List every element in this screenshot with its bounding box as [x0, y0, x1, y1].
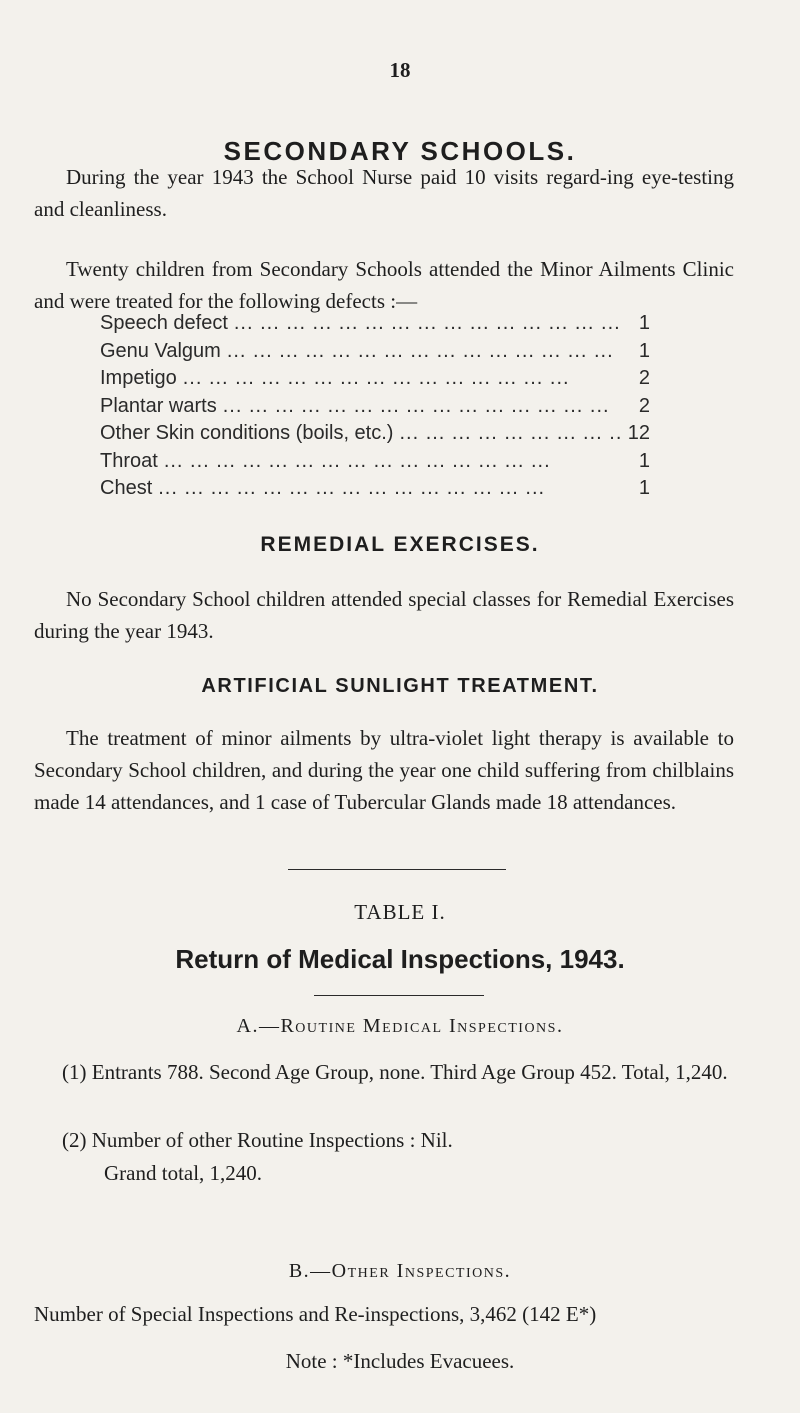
secondary-schools-heading: SECONDARY SCHOOLS. — [223, 136, 577, 166]
defect-name: Speech defect — [100, 312, 228, 335]
defect-count: 1 — [638, 477, 650, 500]
leader-dots — [217, 395, 620, 418]
divider-rule — [288, 869, 506, 870]
section-a-heading: A.—Routine Medical Inspections. — [236, 1015, 564, 1037]
defect-name: Impetigo — [100, 367, 177, 390]
grand-total-line: Grand total, 1,240. — [104, 1161, 263, 1185]
special-inspections-line: Number of Special Inspections and Re-inspections, 3,462 (142 E*) — [34, 1302, 597, 1326]
defect-row — [100, 393, 650, 421]
defect-count: 1 — [638, 312, 650, 335]
defect-name: Plantar warts — [100, 394, 217, 417]
divider-rule — [314, 995, 484, 996]
leader-dots — [152, 477, 620, 500]
defect-count: 2 — [638, 367, 650, 390]
defect-row — [100, 420, 650, 448]
leader-dots — [177, 367, 620, 390]
defect-name: Throat — [100, 449, 158, 472]
defect-name: Genu Valgum — [100, 339, 221, 362]
defect-count: 12 — [627, 422, 650, 445]
defect-count: 2 — [638, 394, 650, 417]
other-routine-line: (2) Number of other Routine Inspections : Nil. — [62, 1128, 453, 1152]
defect-name: Chest — [100, 477, 153, 500]
section-b-heading: B.—Other Inspections. — [288, 1260, 512, 1282]
defects-list — [100, 310, 650, 503]
nurse-visits-paragraph: During the year 1943 the School Nurse paid 10 visits regard-ing eye-testing and cleanliness. — [34, 165, 734, 221]
table-label: TABLE I. — [354, 900, 446, 924]
entrants-paragraph: (1) Entrants 788. Second Age Group, none. Third Age Group 452. Total, 1,240. — [62, 1060, 728, 1084]
defect-count: 1 — [638, 449, 650, 472]
sunlight-treatment-paragraph: The treatment of minor ailments by ultra-violet light therapy is available to Secondary School children, and during the year one child suffering from chilblains made 14 attendances, and 1 case of Tubercular Glands made 18 attendances. — [34, 726, 734, 814]
defect-row — [100, 310, 650, 338]
leader-dots — [228, 312, 620, 335]
sunlight-treatment-heading: ARTIFICIAL SUNLIGHT TREATMENT. — [201, 675, 599, 697]
return-title: Return of Medical Inspections, 1943. — [175, 944, 625, 974]
defect-row — [100, 338, 650, 366]
remedial-exercises-paragraph: No Secondary School children attended special classes for Remedial Exercises during the year 1943. — [34, 587, 734, 643]
leader-dots — [221, 340, 620, 363]
page-number: 18 — [389, 58, 411, 82]
leader-dots — [393, 422, 620, 445]
defect-count: 1 — [638, 339, 650, 362]
defect-row — [100, 365, 650, 393]
minor-ailments-paragraph: Twenty children from Secondary Schools attended the Minor Ailments Clinic and were treated for the following defects :— — [34, 257, 734, 313]
defect-name: Other Skin conditions (boils, etc.) — [100, 422, 394, 445]
defect-row — [100, 448, 650, 476]
remedial-exercises-heading: REMEDIAL EXERCISES. — [260, 533, 540, 556]
footnote: Note : *Includes Evacuees. — [285, 1349, 515, 1373]
defect-row — [100, 475, 650, 503]
leader-dots — [158, 450, 620, 473]
